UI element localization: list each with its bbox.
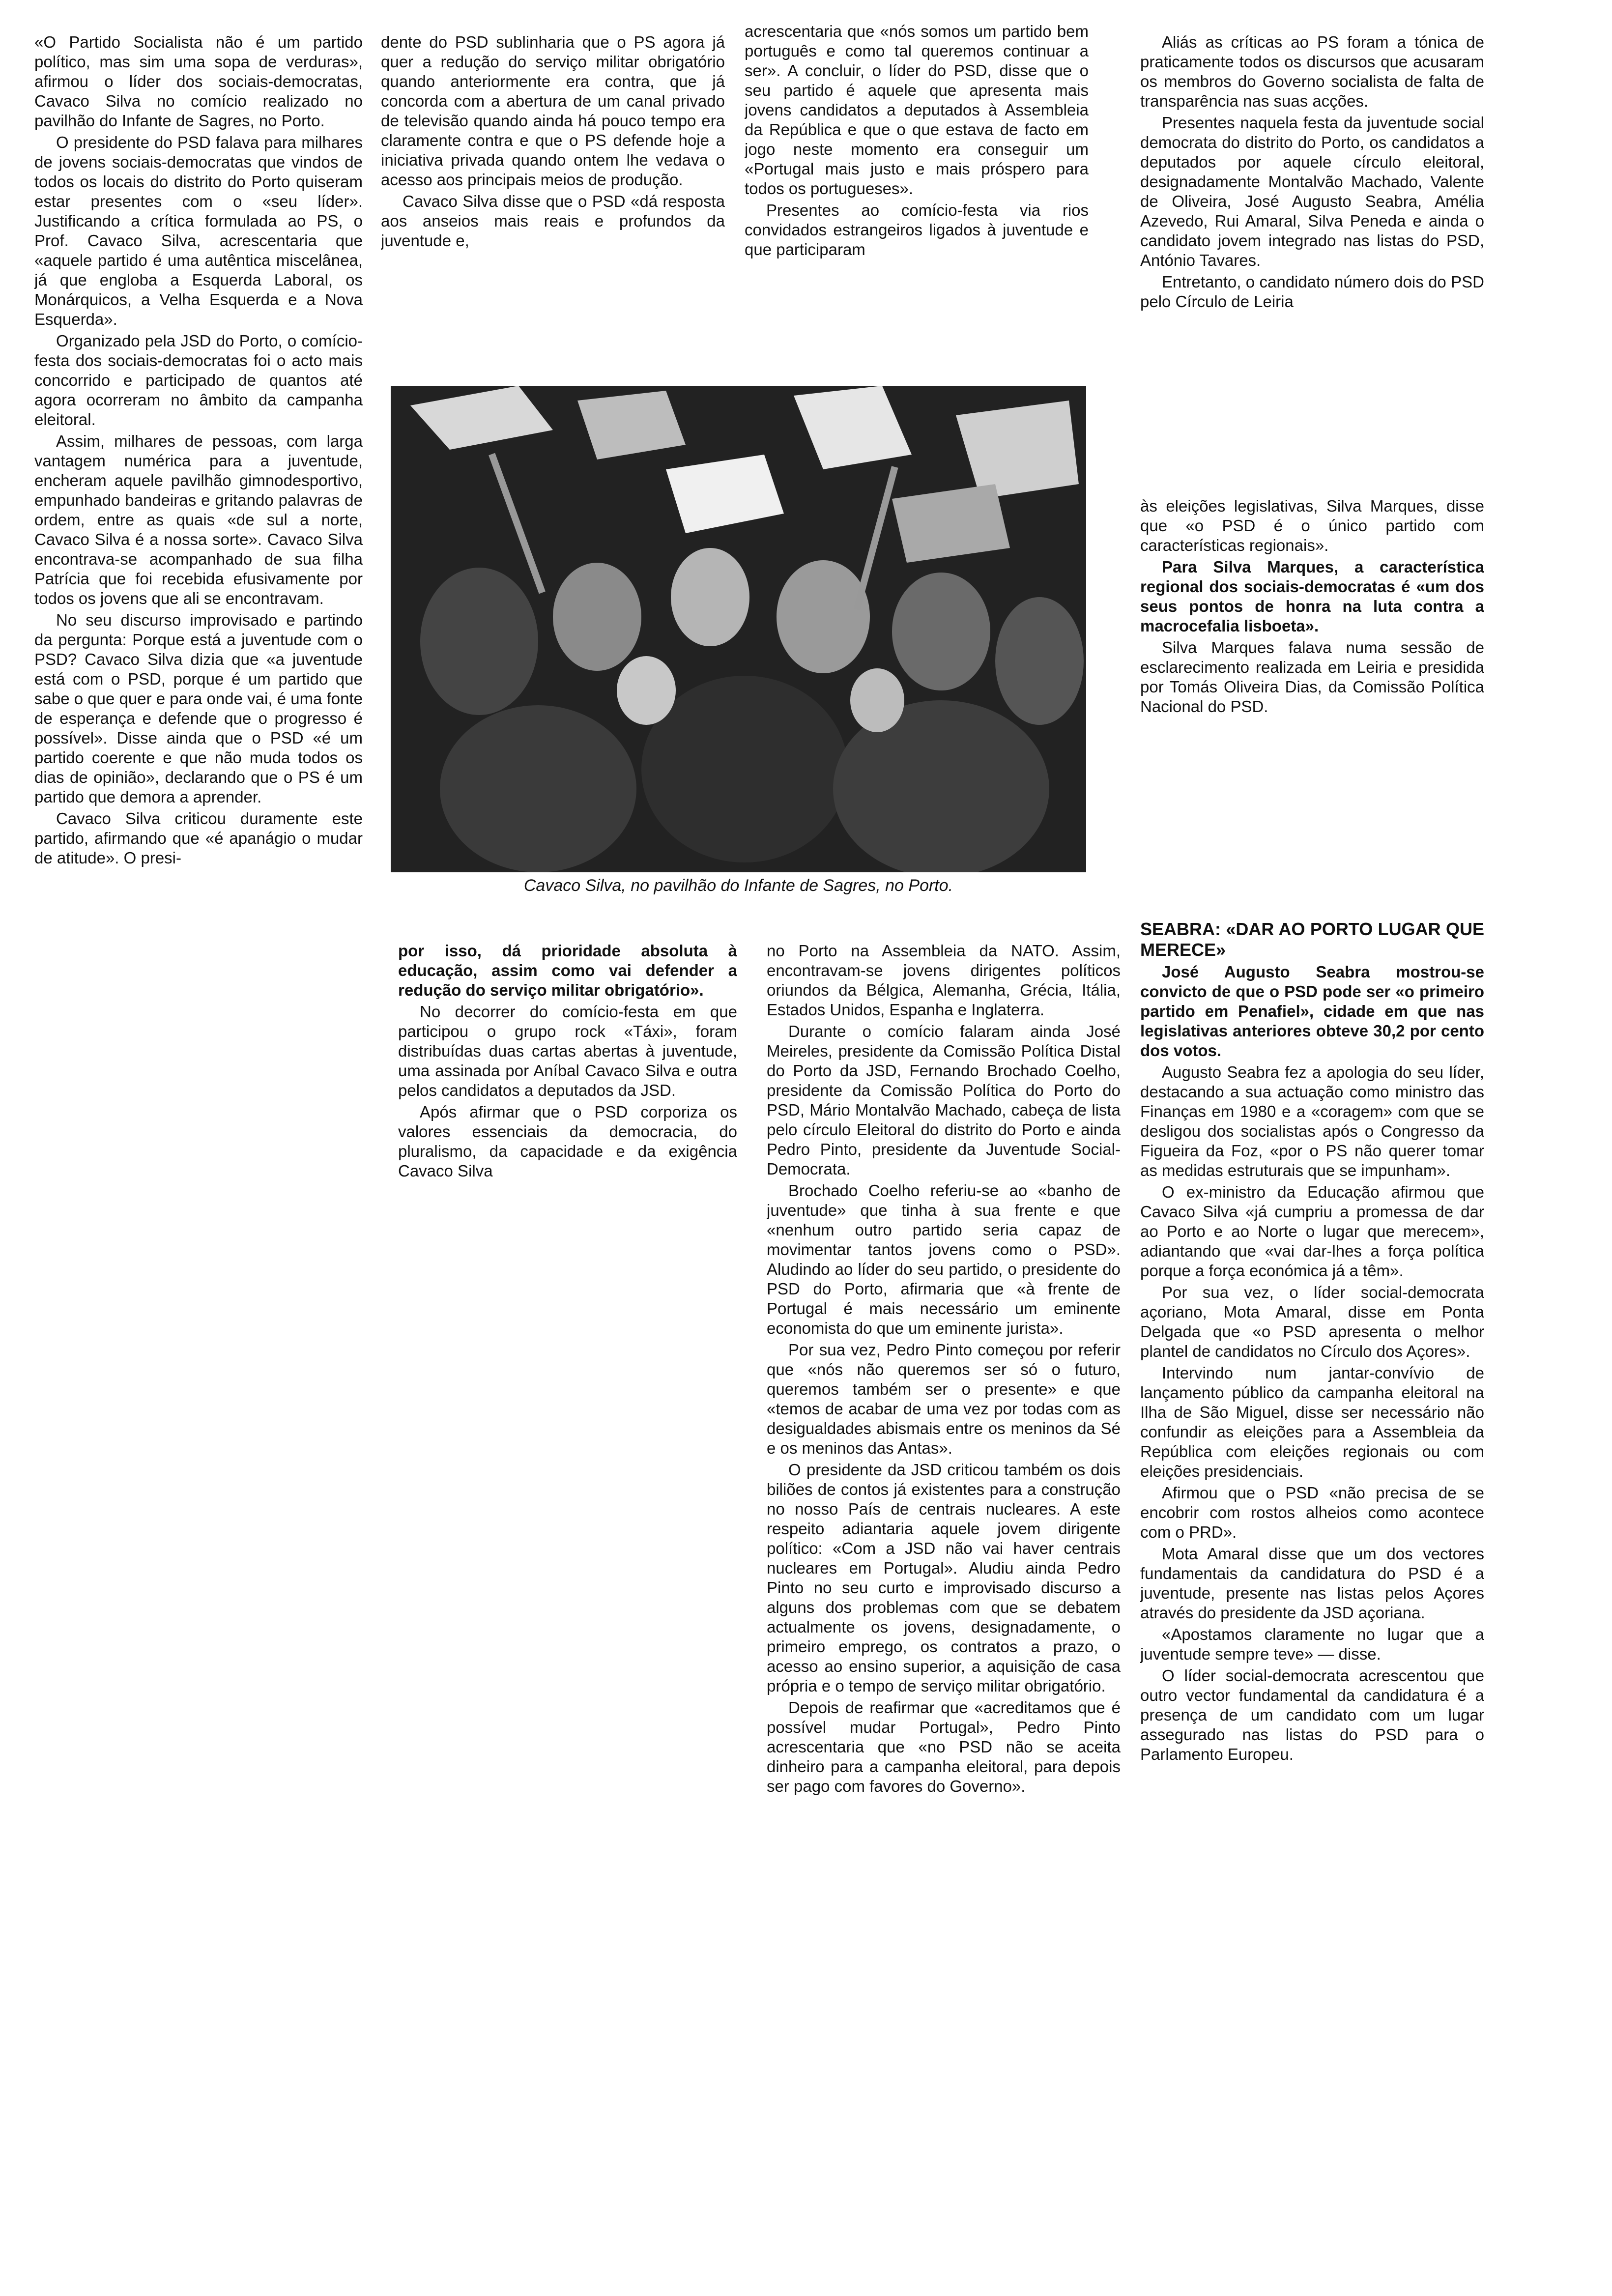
paragraph: Aliás as críticas ao PS foram a tónica de praticamente todos os discursos que acusaram os membros do Governo socialista de falta de transparência nas suas acções. [1140, 33, 1484, 110]
paragraph: Mota Amaral disse que um dos vectores fundamentais da candidatura do PSD é a juventude, presente nas listas pelos Açores através do presidente da JSD açoriana. [1140, 1545, 1484, 1622]
article-column-4-continued [1140, 496, 1484, 840]
paragraph: Para Silva Marques, a característica regional dos sociais-democratas é «um dos seus pontos de honra na luta contra a macrocefalia lisboeta». [1140, 558, 1484, 635]
paragraph: O líder social-democrata acrescentou que outro vector fundamental da candidatura é a presença de um candidato com um lugar assegurado nas listas do PSD para o Parlamento Europeu. [1140, 1666, 1484, 1763]
section-subheading: SEABRA: «DAR AO PORTO LUGAR QUE MERECE» [1140, 919, 1484, 960]
article-column-1 [34, 32, 363, 1281]
crowd-photo-illustration [391, 386, 1086, 872]
paragraph: Assim, milhares de pessoas, com larga vantagem numérica para a juventude, encheram aquele pavilhão gimnodesportivo, empunhado bandeiras e gritando palavras de ordem, entre as quais «de sul a norte, Cavaco Silva é a nossa sorte». Cavaco Silva encontrava-se acompanhado de sua filha Patrícia que foi recebida efusivamente por todos os jovens que ali se encontravam. [34, 432, 363, 607]
paragraph: Presentes ao comício-festa via rios convidados estrangeiros ligados à juventude e que participaram [745, 201, 1089, 258]
article-column-2 [381, 32, 725, 386]
paragraph: Por sua vez, Pedro Pinto começou por referir que «nós não queremos ser só o futuro, queremos também ser o presente» e que «temos de acabar de uma vez por todas com as desigualdades abismais entre os meninos da Sé e os meninos das Antas». [767, 1341, 1121, 1457]
news-photo [391, 386, 1086, 872]
paragraph: Afirmou que o PSD «não precisa de se encobrir com rostos alheios como acontece com o PRD». [1140, 1484, 1484, 1541]
paragraph: José Augusto Seabra mostrou-se convicto de que o PSD pode ser «o primeiro partido em Penafiel», cidade em que nas legislativas anteriores obteve 30,2 por cento dos votos. [1140, 963, 1484, 1060]
paragraph: O presidente do PSD falava para milhares de jovens sociais-democratas que vindos de todos os locais do distrito do Porto quiseram estar presentes com o «seu líder». Justificando a crítica formulada ao PS, o Prof. Cavaco Silva, acrescentaria que «aquele partido é uma autêntica miscelânea, já que engloba a Esquerda Laboral, os Monárquicos, a Velha Esquerda e a Nova Esquerda». [34, 133, 363, 328]
paragraph: Organizado pela JSD do Porto, o comício-festa dos sociais-democratas foi o acto mais concorrido e participado de quantos até agora ocorreram no âmbito da campanha eleitoral. [34, 332, 363, 429]
paragraph: Depois de reafirmar que «acreditamos que é possível mudar Portugal», Pedro Pinto acrescentaria que «no PSD não se aceita dinheiro para a campanha eleitoral, para depois ser pago com favores do Governo». [767, 1698, 1121, 1795]
paragraph: Durante o comício falaram ainda José Meireles, presidente da Comissão Política Distal do Porto da JSD, Fernando Brochado Coelho, presidente da Comissão Política do Porto do PSD, Mário Montalvão Machado, cabeça de lista pelo círculo Eleitoral do distrito do Porto e ainda Pedro Pinto, presidente da Juventude Social-Democrata. [767, 1022, 1121, 1178]
paragraph: Cavaco Silva criticou duramente este partido, afirmando que «é apanágio o mudar de atitude». O presi- [34, 809, 363, 867]
article-column-2-lower [398, 941, 737, 1324]
paragraph: dente do PSD sublinharia que o PS agora já quer a redução do serviço militar obrigatório quando anteriormente era contra, que já concorda com a abertura de um canal privado de televisão quando ainda há pouco tempo era claramente contra e que o PS defende hoje a iniciativa privada quando ontem lhe vedava o acesso aos principais meios de produção. [381, 33, 725, 189]
article-column-4-lower [1140, 919, 1484, 2197]
photo-caption: Cavaco Silva, no pavilhão do Infante de Sagres, no Porto. [523, 876, 953, 895]
paragraph: por isso, dá prioridade absoluta à educação, assim como vai defender a redução do serviço militar obrigatório». [398, 942, 737, 999]
article-column-3-lower [767, 941, 1121, 2278]
paragraph: «Apostamos claramente no lugar que a juventude sempre teve» — disse. [1140, 1625, 1484, 1663]
paragraph: às eleições legislativas, Silva Marques, disse que «o PSD é o único partido com características regionais». [1140, 497, 1484, 554]
paragraph: O presidente da JSD criticou também os dois biliões de contos já existentes para a construção no nosso País de centrais nucleares. A este respeito adiantaria aquele jovem dirigente político: «Com a JSD não vai haver centrais nucleares em Portugal». Aludiu ainda Pedro Pinto no seu curto e improvisado discurso a alguns dos problemas com que se debatem actualmente os jovens, designadamente, o primeiro emprego, os contratos a prazo, o acesso ao ensino superior, a aquisição de casa própria e o tempo de serviço militar obrigatório. [767, 1461, 1121, 1695]
paragraph: O ex-ministro da Educação afirmou que Cavaco Silva «já cumpriu a promessa de dar ao Porto e ao Norte o lugar que merecem», adiantando que «vai dar-lhes a força política porque a força económica já a têm». [1140, 1183, 1484, 1280]
article-column-4 [1140, 32, 1484, 475]
paragraph: Entretanto, o candidato número dois do PSD pelo Círculo de Leiria [1140, 273, 1484, 311]
paragraph: Após afirmar que o PSD corporiza os valores essenciais da democracia, do pluralismo, da capacidade e da exigência Cavaco Silva [398, 1103, 737, 1180]
article-column-3 [745, 22, 1089, 385]
paragraph: No seu discurso improvisado e partindo da pergunta: Porque está a juventude com o PSD? Cavaco Silva dizia que «a juventude está com o PSD, porque é um partido que sabe o que quer e para onde vai, é uma fonte de esperança e defende que o progresso é possível». Disse ainda que o PSD «é um partido coerente e que não muda todos os dias de opinião», declarando que o PS é um partido que demora a aprender. [34, 611, 363, 806]
paragraph: No decorrer do comício-festa em que participou o grupo rock «Táxi», foram distribuídas duas cartas abertas à juventude, uma assinada por Aníbal Cavaco Silva e outra pelos candidatos a deputados da JSD. [398, 1003, 737, 1099]
paragraph: Augusto Seabra fez a apologia do seu líder, destacando a sua actuação como ministro das Finanças em 1980 e a «coragem» com que se desligou dos socialistas após o Congresso da Figueira da Foz, «por o PS não querer tomar as medidas estruturais que se impunham». [1140, 1063, 1484, 1179]
paragraph: Presentes naquela festa da juventude social democrata do distrito do Porto, os candidatos a deputados por aquele círculo eleitoral, designadamente Montalvão Machado, Valente de Oliveira, José Augusto Seabra, Amélia Azevedo, Rui Amaral, Silva Peneda e ainda o candidato jovem integrado nas listas do PSD, António Tavares. [1140, 114, 1484, 269]
paragraph: Por sua vez, o líder social-democrata açoriano, Mota Amaral, disse em Ponta Delgada que «o PSD apresenta o melhor plantel de candidatos no Círculo dos Açores». [1140, 1283, 1484, 1360]
paragraph: Silva Marques falava numa sessão de esclarecimento realizada em Leiria e presidida por Tomás Oliveira Dias, da Comissão Política Nacional do PSD. [1140, 638, 1484, 716]
paragraph: Brochado Coelho referiu-se ao «banho de juventude» que tinha à sua frente e que «nenhum outro partido seria capaz de movimentar tantos jovens como o PSD». Aludindo ao líder do seu partido, o presidente do PSD do Porto, afirmaria que «à frente de Portugal é mais necessário um eminente economista do que um eminente jurista». [767, 1181, 1121, 1337]
paragraph: Cavaco Silva disse que o PSD «dá resposta aos anseios mais reais e profundos da juventude e, [381, 192, 725, 250]
paragraph: «O Partido Socialista não é um partido político, mas sim uma sopa de verduras», afirmou o líder dos sociais-democratas, Cavaco Silva no comício realizado no pavilhão do Infante de Sagres, no Porto. [34, 33, 363, 130]
paragraph: no Porto na Assembleia da NATO. Assim, encontravam-se jovens dirigentes políticos oriundos da Bélgica, Alemanha, Grécia, Itália, Estados Unidos, Espanha e Inglaterra. [767, 942, 1121, 1019]
paragraph: Intervindo num jantar-convívio de lançamento público da campanha eleitoral na Ilha de São Miguel, disse ser necessário não confundir as eleições para a Assembleia da República com eleições regionais ou com eleições presidenciais. [1140, 1364, 1484, 1480]
paragraph: acrescentaria que «nós somos um partido bem português e como tal queremos continuar a ser». A concluir, o líder do PSD, disse que o seu partido é aquele que apresenta mais jovens candidatos a deputados à Assembleia da República e que o que estava de facto em jogo neste momento era conseguir um «Portugal mais justo e mais próspero para todos os portugueses». [745, 22, 1089, 198]
